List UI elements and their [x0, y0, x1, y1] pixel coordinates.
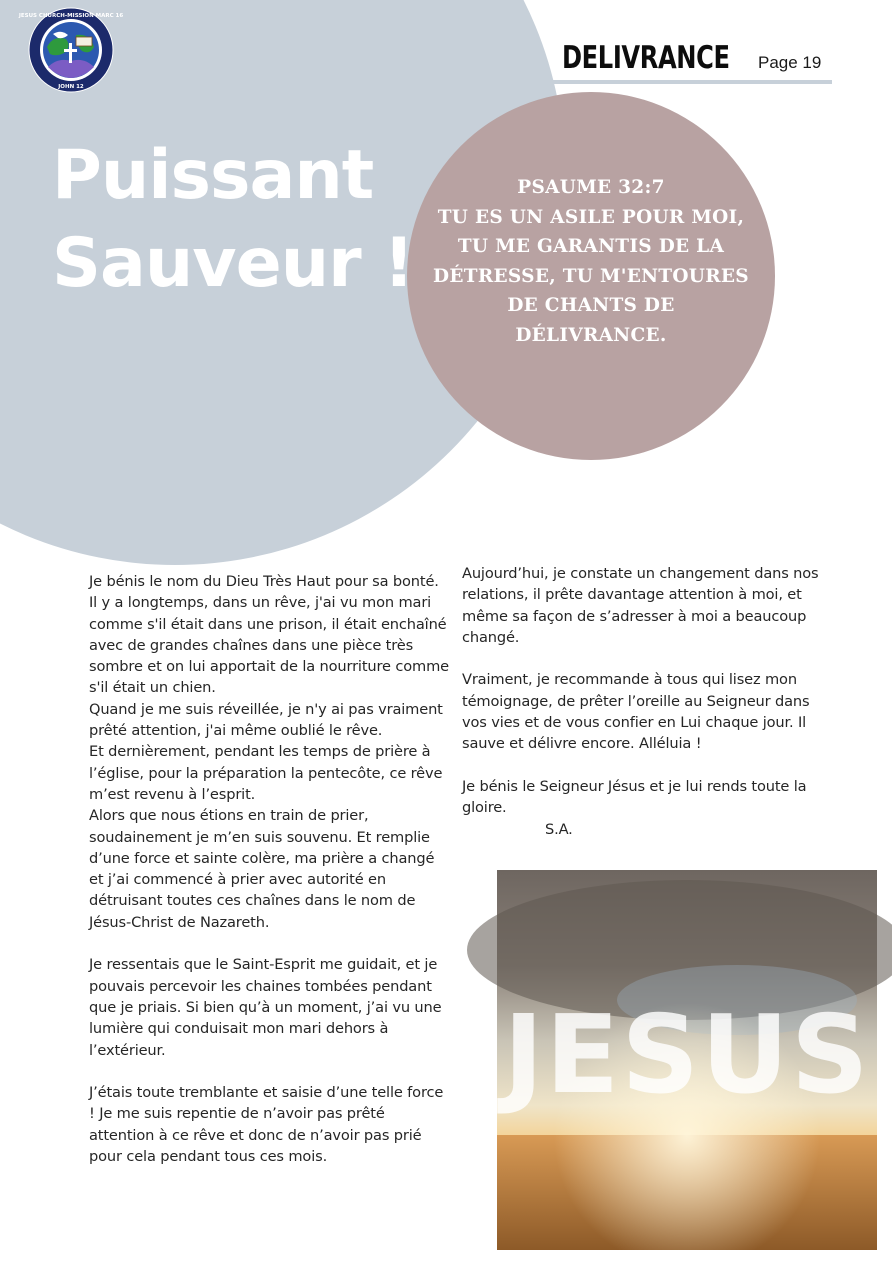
church-logo: [18, 7, 124, 93]
testimony-right-column: [462, 563, 824, 840]
jesus-image: [497, 870, 877, 1250]
title-line-2: Sauveur !: [52, 224, 414, 303]
section-title: DELIVRANCE: [562, 40, 730, 76]
paragraph: Alors que nous étions en train de prier, soudainement je m’en suis souvenu. Et remplie d’une force et sainte colère, ma prière a changé et j’ai commencé à prier avec autorité en détruisant toutes ces chaînes dans le nom de Jésus-Christ de Nazareth.: [89, 807, 435, 931]
article-title: [52, 132, 413, 308]
paragraph: Je bénis le nom du Dieu Très Haut pour sa bonté.: [89, 573, 439, 590]
author-signature: S.A.: [545, 820, 573, 838]
header-divider: [526, 80, 832, 84]
paragraph: Et dernièrement, pendant les temps de prière à l’église, pour la préparation la pentecôte, ce rêve m’est revenu à l’esprit.: [89, 743, 443, 803]
logo-ring-text: JESUS CHURCH-MISSION MARC 16: [18, 13, 124, 19]
paragraph: Vraiment, je recommande à tous qui lisez mon témoignage, de prêter l’oreille au Seigneur dans vos vies et de vous confier en Lui chaque jour. Il sauve et délivre encore. Alléluia !: [462, 671, 810, 753]
jesus-image-text: JESUS: [503, 993, 871, 1118]
testimony-left-column: [89, 571, 451, 1167]
verse-line: DÉLIVRANCE.: [515, 324, 667, 346]
bible-verse: [420, 173, 762, 350]
verse-reference: PSAUME 32:7: [517, 177, 665, 198]
paragraph: Il y a longtemps, dans un rêve, j'ai vu mon mari comme s'il était dans une prison, il était enchaîné avec de grandes chaînes dans une pièce très sombre et on lui apportait de la nourriture comme s'il était un chien.: [89, 594, 449, 697]
verse-line: DÉTRESSE, TU M'ENTOURES: [433, 265, 749, 287]
paragraph: Aujourd’hui, je constate un changement dans nos relations, il prête davantage attention à moi, et même sa façon de s’adresser à moi a beaucoup changé.: [462, 565, 819, 646]
paragraph: J’étais toute tremblante et saisie d’une telle force ! Je me suis repentie de n’avoir pas prêté attention à ce rêve et donc de n’avoir pas prié pour cela pendant tous ces mois.: [89, 1084, 444, 1166]
logo-bottom-text: JOHN 12: [58, 84, 84, 90]
paragraph: Je bénis le Seigneur Jésus et je lui rends toute la gloire.: [462, 777, 807, 817]
title-line-1: Puissant: [52, 136, 374, 215]
paragraph: Je ressentais que le Saint-Esprit me guidait, et je pouvais percevoir les chaines tombées pendant que je priais. Si bien qu’à un moment, j’ai vu une lumière qui conduisait mon mari dehors à l’extérieur.: [89, 956, 442, 1059]
verse-line: DE CHANTS DE: [507, 295, 675, 316]
page-number: Page 19: [758, 53, 822, 72]
verse-line: TU ME GARANTIS DE LA: [457, 236, 725, 257]
verse-line: TU ES UN ASILE POUR MOI,: [437, 206, 745, 228]
paragraph: Quand je me suis réveillée, je n'y ai pas vraiment prêté attention, j'ai même oublié le rêve.: [89, 700, 443, 740]
